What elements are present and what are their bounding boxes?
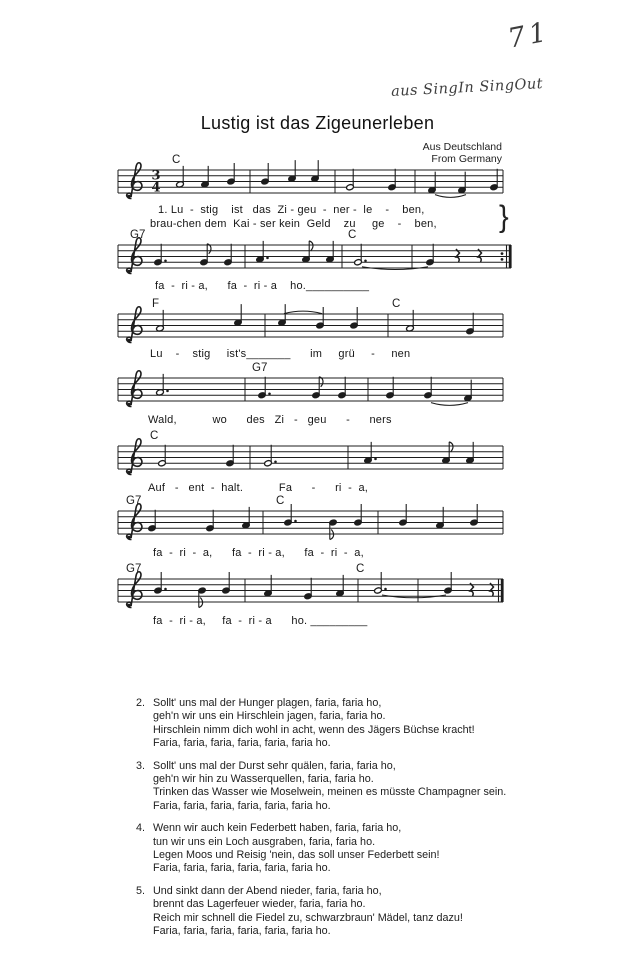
- verse-number: 3.: [136, 759, 146, 772]
- verse-line: Wenn wir auch kein Federbett haben, faria, faria ho,: [153, 822, 402, 835]
- note-head: [261, 178, 269, 185]
- lyric-line-5: Auf - ent - halt. Fa - ri - a,: [148, 482, 369, 494]
- note-head: [424, 392, 432, 399]
- chord-symbol: G7: [126, 563, 142, 575]
- chord-symbol: C: [392, 298, 401, 310]
- lyric-line-3: Lu - stig ist's_______ im grü - nen: [150, 348, 411, 360]
- verse-line: Faria, faria, faria, faria, faria, faria ho.: [153, 862, 331, 875]
- note-head: [399, 519, 407, 526]
- verse-line: Faria, faria, faria, faria, faria, faria ho.: [153, 737, 331, 750]
- note-head: [222, 587, 230, 594]
- verse-line: Reich mir schnell die Fiedel zu, schwarzbraun' Mädel, tanz dazu!: [153, 911, 463, 924]
- note-head: [148, 525, 156, 532]
- lyrics-brace: }: [499, 200, 509, 234]
- note-head: [329, 519, 337, 526]
- verse-line: Legen Moos und Reisig 'nein, das soll unser Federbett sein!: [153, 849, 440, 862]
- verse-line: Und sinkt dann der Abend nieder, faria, faria ho,: [153, 884, 382, 897]
- note-head: [200, 259, 208, 266]
- note-head: [490, 184, 498, 191]
- time-signature: 3: [151, 168, 161, 184]
- note-head: [338, 392, 346, 399]
- lyric-line-7: fa - ri - a, fa - ri - a ho. _________: [153, 615, 368, 627]
- lyric-line-4: Wald, wo des Zi - geu - ners: [148, 414, 392, 426]
- lyric-line-2: fa - ri - a, fa - ri - a ho.__________: [155, 280, 370, 292]
- note-head: [350, 322, 358, 329]
- verse-line: Sollt' uns mal der Durst sehr quälen, faria, faria ho,: [153, 759, 396, 772]
- chord-symbol: C: [276, 495, 285, 507]
- chord-symbol: C: [356, 563, 365, 575]
- note-head: [426, 259, 434, 266]
- note-head: [354, 519, 362, 526]
- note-head: [154, 587, 162, 594]
- note-head: [206, 525, 214, 532]
- verse-line: Faria, faria, faria, faria, faria, faria ho.: [153, 799, 331, 812]
- note-head: [388, 184, 396, 191]
- verse-item: [136, 885, 606, 939]
- handwritten-page-number: 71: [505, 16, 553, 55]
- verse-line: tun wir uns ein Loch ausgraben, faria, faria ho.: [153, 835, 376, 848]
- lyric-line-6: fa - ri - a, fa - ri - a, fa - ri - a,: [153, 547, 364, 559]
- attribution-line-1: Aus Deutschland: [422, 141, 502, 153]
- note-head: [154, 259, 162, 266]
- verse-item: [136, 822, 606, 876]
- verse-line: geh'n wir hin zu Wasserquellen, faria, faria ho.: [153, 773, 374, 786]
- verse-line: Hirschlein nimm dich wohl in acht, wenn des Jägers Büchse kracht!: [153, 723, 475, 736]
- chord-symbol: G7: [252, 362, 268, 374]
- note-head: [304, 593, 312, 600]
- note-head: [386, 392, 394, 399]
- verses-section: [136, 697, 606, 948]
- note-head: [264, 460, 272, 467]
- handwritten-source-note: aus SingIn SingOut: [390, 76, 544, 100]
- note-head: [312, 392, 320, 399]
- note-head: [466, 328, 474, 335]
- verse-item: [136, 760, 606, 814]
- note-head: [224, 259, 232, 266]
- verse-item: [136, 697, 606, 751]
- verse-number: 2.: [136, 697, 146, 709]
- attribution-line-2: From Germany: [431, 153, 502, 165]
- lyric-line-1b: brau-chen dem Kai - ser kein Geld zu ge - ben,: [150, 218, 437, 230]
- lyric-line-1a: 1. Lu - stig ist das Zi - geu - ner - le - ben,: [158, 204, 425, 216]
- note-head: [316, 322, 324, 329]
- chord-symbol: G7: [130, 229, 146, 241]
- note-head: [226, 460, 234, 467]
- note-head: [198, 587, 206, 594]
- chord-symbol: G7: [126, 495, 142, 507]
- time-signature: 4: [151, 180, 161, 196]
- note-head: [346, 184, 354, 191]
- chord-symbol: C: [348, 229, 357, 241]
- note-head: [470, 519, 478, 526]
- verse-number: 4.: [136, 822, 146, 835]
- chord-symbol: F: [152, 298, 160, 310]
- note-head: [284, 519, 292, 526]
- verse-line: geh'n wir uns ein Hirschlein jagen, faria, faria ho.: [153, 710, 386, 723]
- note-head: [158, 460, 166, 467]
- verse-line: Sollt' uns mal der Hunger plagen, faria, faria ho,: [153, 697, 382, 709]
- note-head: [374, 587, 382, 594]
- chord-symbol: C: [172, 154, 181, 166]
- chord-symbol: C: [150, 430, 159, 442]
- verse-line: brennt das Lagerfeuer wieder, faria, faria ho.: [153, 898, 366, 911]
- note-head: [444, 587, 452, 594]
- verse-line: Trinken das Wasser wie Moselwein, meinen es müsste Champagner sein.: [153, 786, 507, 799]
- page-title: Lustig ist das Zigeunerleben: [200, 113, 435, 133]
- note-head: [227, 178, 235, 185]
- verse-line: Faria, faria, faria, faria, faria, faria ho.: [153, 925, 331, 938]
- note-head: [258, 392, 266, 399]
- note-head: [354, 259, 362, 266]
- verse-number: 5.: [136, 884, 146, 897]
